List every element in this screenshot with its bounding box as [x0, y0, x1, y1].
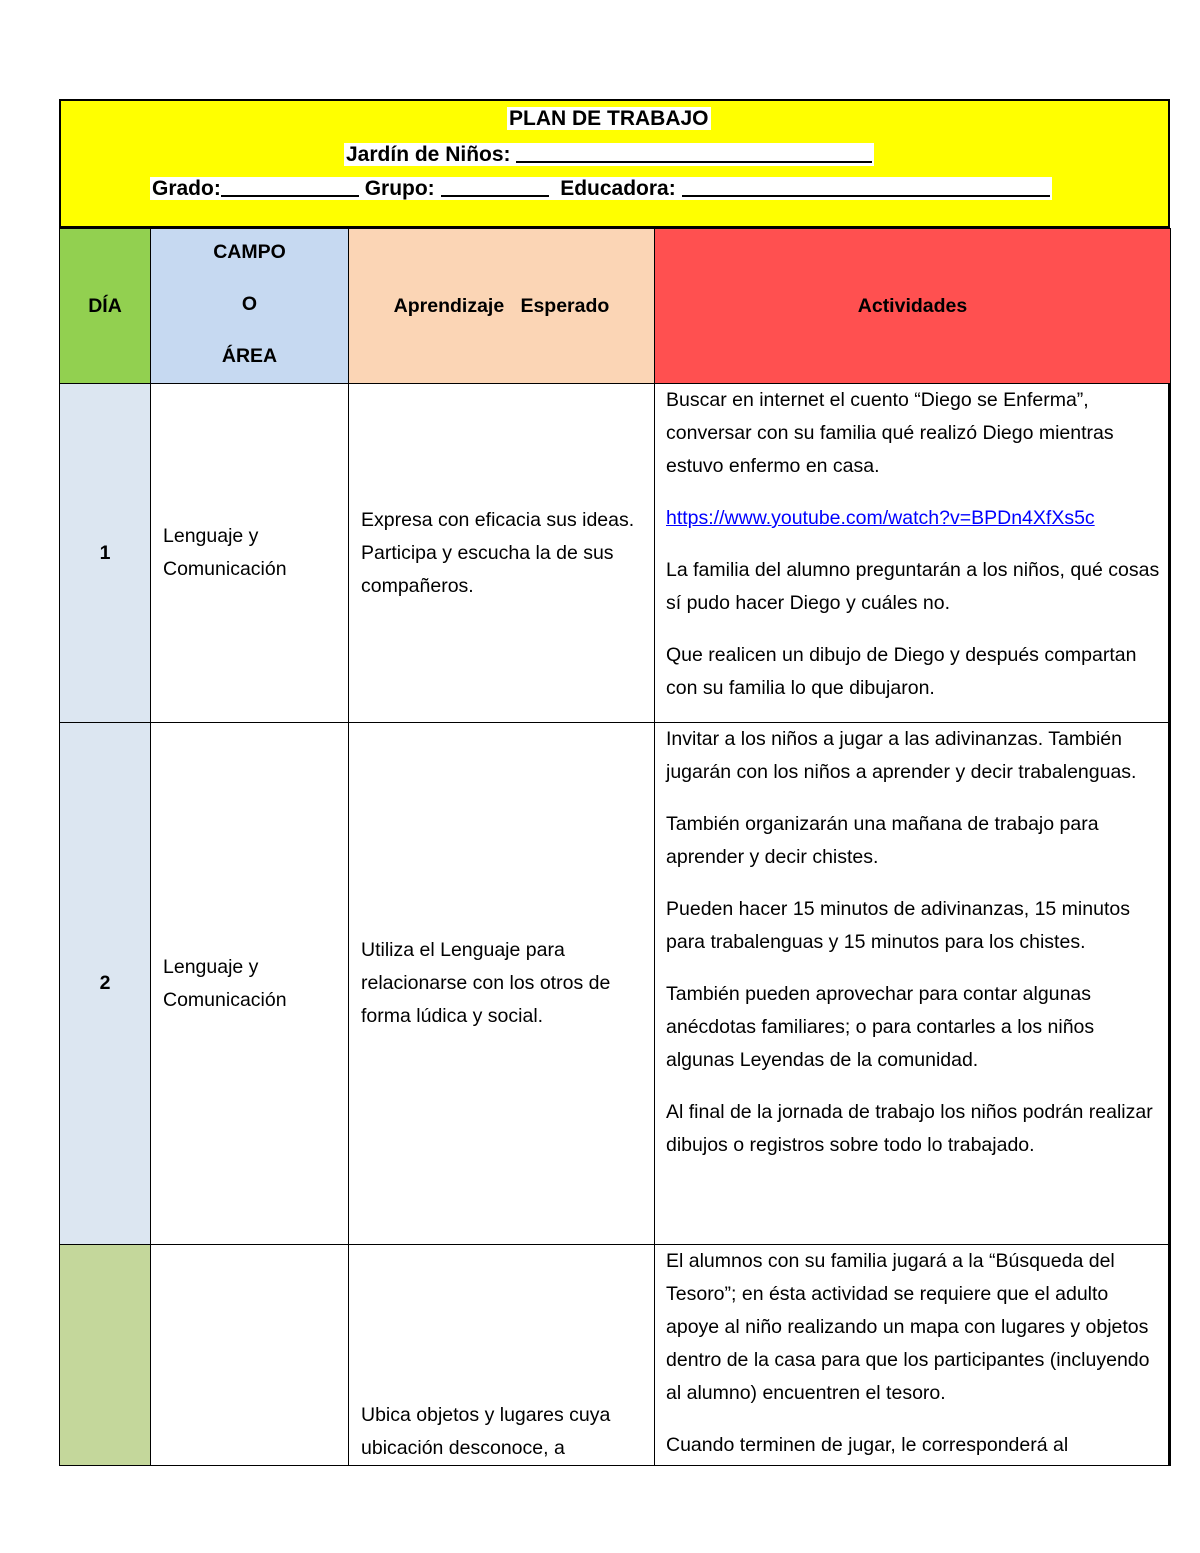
- aprendizaje-cell: Utiliza el Lenguaje para relacionarse con los otros de forma lúdica y social.: [349, 723, 655, 1245]
- activity-text: Al final de la jornada de trabajo los niños podrán realizar dibujos o registros sobre todo lo trabajado.: [666, 1101, 1153, 1156]
- activity-text: Invitar a los niños a jugar a las adivinanzas. También jugarán con los niños a aprender y decir trabalenguas.: [666, 728, 1137, 783]
- grupo-field[interactable]: [441, 175, 549, 197]
- activity-text: También organizarán una mañana de trabajo para aprender y decir chistes.: [666, 813, 1099, 868]
- day-cell: 1: [60, 384, 151, 723]
- youtube-link[interactable]: https://www.youtube.com/watch?v=BPDn4XfXs5c: [666, 507, 1095, 529]
- campo-cell: [151, 1245, 349, 1466]
- aprendizaje-cell: Ubica objetos y lugares cuya ubicación desconoce, a: [349, 1245, 655, 1466]
- educadora-field[interactable]: [682, 175, 1050, 197]
- day-cell: [60, 1245, 151, 1466]
- work-plan-document: [59, 99, 1170, 1466]
- table-header-row: [60, 229, 1171, 384]
- jardin-label: Jardín de Niños:: [346, 143, 511, 166]
- plan-title: PLAN DE TRABAJO: [509, 107, 709, 130]
- grado-field[interactable]: [221, 175, 359, 197]
- campo-line-2: O: [241, 293, 258, 315]
- plan-title-line: [507, 107, 711, 131]
- col-header-campo: [151, 229, 349, 384]
- plan-header: [61, 101, 1168, 228]
- activity-text: Cuando terminen de jugar, le corresponderá al: [666, 1434, 1069, 1456]
- campo-line-1: CAMPO: [213, 241, 286, 263]
- col-header-dia: DÍA: [60, 229, 151, 384]
- educadora-label: Educadora:: [560, 177, 676, 200]
- activity-text: Buscar en internet el cuento “Diego se Enferma”, conversar con su familia qué realizó Diego mientras estuvo enfermo en casa.: [666, 389, 1114, 477]
- activity-text: Que realicen un dibujo de Diego y después compartan con su familia lo que dibujaron.: [666, 644, 1137, 699]
- jardin-field[interactable]: [516, 141, 872, 163]
- grado-grupo-line: [150, 175, 1052, 201]
- activities-cell: [655, 1245, 1171, 1466]
- campo-cell: Lenguaje y Comunicación: [151, 723, 349, 1245]
- activity-text: Pueden hacer 15 minutos de adivinanzas, 15 minutos para trabalenguas y 15 minutos para los chistes.: [666, 898, 1130, 953]
- grado-label: Grado:: [152, 177, 221, 200]
- jardin-line: [344, 141, 874, 167]
- plan-table: [59, 228, 1171, 1466]
- campo-cell: Lenguaje y Comunicación: [151, 384, 349, 723]
- activities-cell: [655, 384, 1171, 723]
- activity-text: También pueden aprovechar para contar algunas anécdotas familiares; o para contarles a los niños algunas Leyendas de la comunidad.: [666, 983, 1095, 1071]
- table-row: [60, 723, 1171, 1245]
- campo-line-3: ÁREA: [221, 345, 278, 367]
- col-header-aprendizaje: Aprendizaje Esperado: [349, 229, 655, 384]
- activity-text: La familia del alumno preguntarán a los niños, qué cosas sí pudo hacer Diego y cuáles no.: [666, 559, 1160, 614]
- col-header-actividades: Actividades: [655, 229, 1171, 384]
- activity-text: El alumnos con su familia jugará a la “Búsqueda del Tesoro”; en ésta actividad se requiere que el adulto apoye al niño realizando un mapa con lugares y objetos dentro de la casa para que los participantes (incluyendo al alumno) encuentren el tesoro.: [666, 1250, 1150, 1404]
- table-row: [60, 1245, 1171, 1466]
- activities-cell: [655, 723, 1171, 1245]
- table-row: [60, 384, 1171, 723]
- day-cell: 2: [60, 723, 151, 1245]
- grupo-label: Grupo:: [364, 177, 435, 200]
- aprendizaje-cell: Expresa con eficacia sus ideas. Participa y escucha la de sus compañeros.: [349, 384, 655, 723]
